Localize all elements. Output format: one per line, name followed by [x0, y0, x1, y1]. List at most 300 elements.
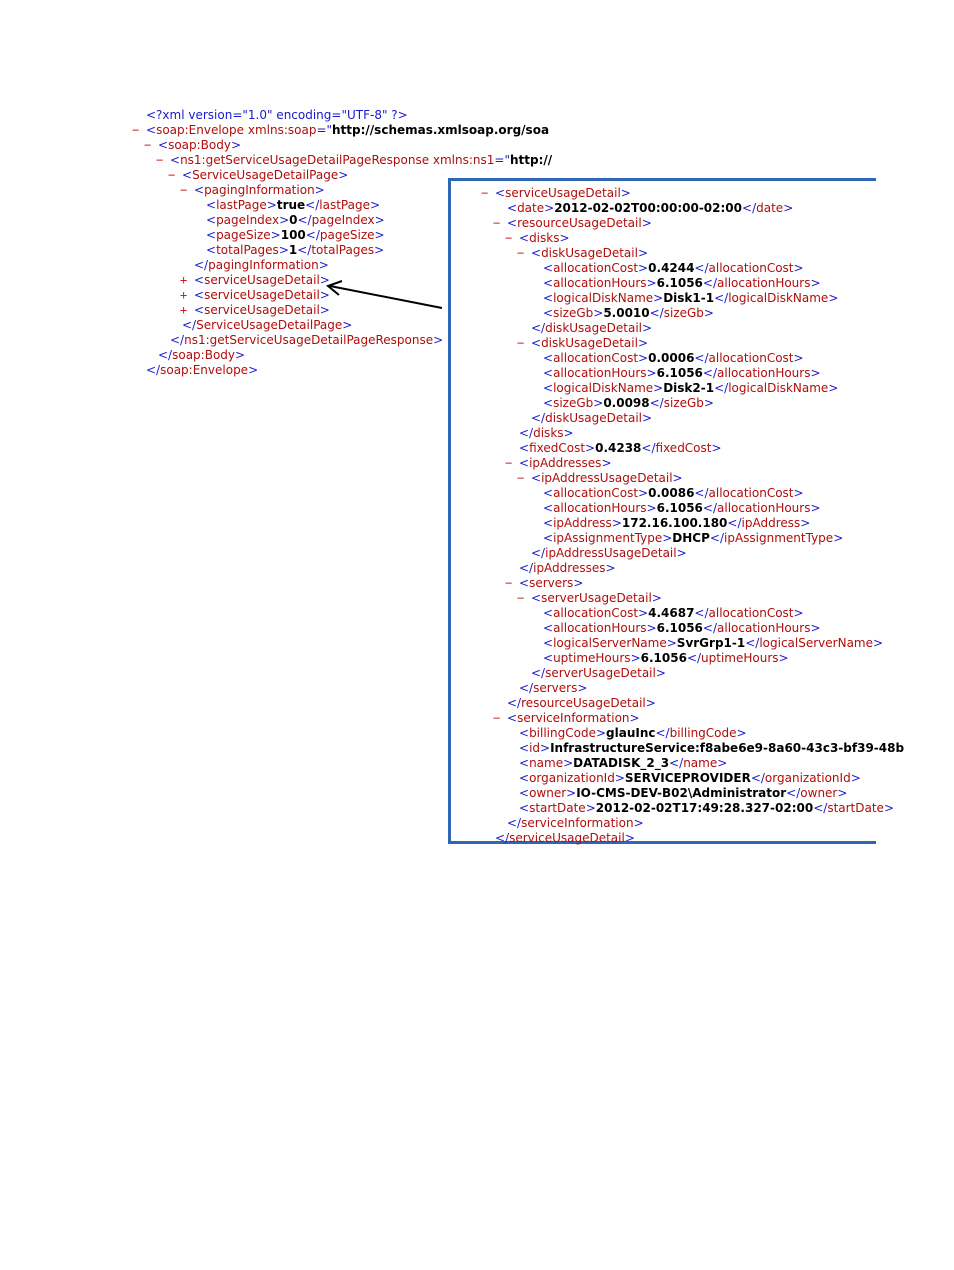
xml-value: glauInc	[606, 726, 656, 740]
xml-tag-name: date	[517, 201, 545, 215]
xml-punctuation: </	[694, 261, 709, 275]
xml-tag-name: ServiceUsageDetailPage	[192, 168, 339, 182]
xml-punctuation: </	[745, 636, 760, 650]
xml-line	[483, 696, 876, 711]
xml-punctuation: <	[194, 273, 205, 287]
xml-tag-name: organizationId	[764, 771, 851, 785]
xml-line	[483, 246, 876, 261]
xml-punctuation: >	[655, 666, 666, 680]
xml-punctuation: >	[319, 303, 330, 317]
xml-punctuation: <	[507, 711, 518, 725]
xml-punctuation: <	[206, 213, 217, 227]
xml-tag-name: resourceUsageDetail	[517, 216, 642, 230]
xml-punctuation: >	[651, 591, 662, 605]
xml-punctuation: </	[158, 348, 173, 362]
xml-value: 6.1056	[656, 501, 703, 515]
xml-punctuation: </	[686, 651, 702, 665]
xml-punctuation: >	[563, 426, 574, 440]
xml-punctuation: </	[714, 291, 729, 305]
xml-tag-name: sizeGb	[663, 396, 704, 410]
xml-line	[483, 336, 876, 351]
xml-tag-name: ServiceUsageDetailPage	[196, 318, 343, 332]
xml-punctuation: >	[646, 501, 657, 515]
collapse-toggle[interactable]: −	[505, 456, 513, 470]
xml-value: true	[276, 198, 306, 212]
xml-line	[483, 501, 876, 516]
xml-tag-name: pageSize	[319, 228, 375, 242]
xml-line	[128, 108, 548, 123]
xml-tag-name: uptimeHours	[553, 651, 631, 665]
xml-punctuation: >	[810, 366, 821, 380]
xml-tag-name: allocationHours	[717, 621, 811, 635]
xml-punctuation: </	[750, 771, 765, 785]
xml-punctuation: <	[206, 228, 217, 242]
xml-line	[483, 786, 876, 801]
xml-punctuation: <	[543, 351, 554, 365]
collapse-toggle[interactable]: −	[180, 183, 188, 197]
collapse-toggle[interactable]: −	[156, 153, 164, 167]
xml-tag-name: fixedCost	[655, 441, 712, 455]
xml-tag-name: serviceUsageDetail	[204, 273, 320, 287]
xml-value: 0.4244	[648, 261, 695, 275]
xml-value: 6.1056	[656, 621, 703, 635]
xml-tag-name: id	[529, 741, 541, 755]
xml-tag-name: organizationId	[529, 771, 615, 785]
xml-tag-name: billingCode	[669, 726, 737, 740]
xml-tag-name: diskUsageDetail	[545, 321, 642, 335]
collapse-toggle[interactable]: −	[493, 216, 501, 230]
xml-punctuation: </	[742, 201, 757, 215]
xml-punctuation: >	[646, 276, 657, 290]
xml-punctuation: >	[641, 216, 652, 230]
xml-tag-name: sizeGb	[663, 306, 704, 320]
xml-tag-name: servers	[533, 681, 578, 695]
xml-value: http://	[510, 153, 553, 167]
xml-punctuation: >	[638, 606, 649, 620]
xml-tag-name: allocationCost	[708, 351, 794, 365]
xml-punctuation: </	[519, 561, 534, 575]
xml-punctuation: >	[646, 621, 657, 635]
xml-punctuation: </	[649, 396, 664, 410]
xml-value: 100	[280, 228, 306, 242]
xml-tag-name: ipAddressUsageDetail	[541, 471, 673, 485]
xml-punctuation: >	[629, 711, 640, 725]
xml-punctuation: <	[543, 621, 554, 635]
xml-line	[483, 381, 876, 396]
xml-punctuation: >	[793, 261, 804, 275]
xml-punctuation: >	[638, 261, 649, 275]
xml-line	[483, 636, 884, 651]
collapse-toggle[interactable]: −	[517, 336, 525, 350]
xml-value: DHCP	[672, 531, 710, 545]
xml-punctuation: >	[646, 366, 657, 380]
xml-punctuation: >	[585, 441, 596, 455]
xml-tag-name: disks	[529, 231, 560, 245]
xml-punctuation: </	[709, 531, 725, 545]
xml-line	[483, 831, 876, 846]
xml-punctuation: >	[810, 276, 821, 290]
xml-punctuation: >	[314, 183, 325, 197]
xml-tag-name: ipAssignmentType	[553, 531, 663, 545]
xml-tag-name: lastPage	[216, 198, 267, 212]
xml-punctuation: >	[736, 726, 747, 740]
xml-punctuation: >	[828, 291, 839, 305]
xml-punctuation: </	[146, 363, 161, 377]
xml-punctuation: <	[543, 366, 554, 380]
xml-value: 2012-02-02T17:49:28.327-02:00	[595, 801, 814, 815]
xml-tag-name: allocationCost	[553, 606, 639, 620]
xml-punctuation: ="	[316, 123, 333, 137]
xml-line	[483, 531, 876, 546]
xml-punctuation: </	[519, 681, 534, 695]
xml-tag-name: soap:Envelope	[160, 363, 249, 377]
xml-tag-name: allocationHours	[553, 501, 647, 515]
xml-line	[483, 261, 876, 276]
xml-tag-name: startDate	[529, 801, 586, 815]
xml-punctuation: </	[297, 243, 312, 257]
xml-punctuation: </	[714, 381, 729, 395]
xml-punctuation: </	[813, 801, 828, 815]
xml-punctuation: >	[638, 351, 649, 365]
xml-line	[483, 186, 876, 201]
xml-tag-name: logicalDiskName	[728, 291, 829, 305]
xml-punctuation: >	[850, 771, 861, 785]
collapse-toggle[interactable]: −	[517, 591, 525, 605]
xml-punctuation: <	[543, 606, 554, 620]
xml-tag-name: xmlns:ns1	[429, 153, 495, 167]
xml-punctuation: >	[638, 486, 649, 500]
xml-punctuation: >	[833, 531, 844, 545]
xml-tag-name: allocationHours	[717, 366, 811, 380]
xml-punctuation: </	[786, 786, 801, 800]
xml-line	[483, 756, 876, 771]
xml-punctuation: <?xml version="1.0" encoding="UTF-8" ?>	[146, 108, 408, 122]
xml-punctuation: >	[624, 831, 635, 845]
xml-line	[483, 561, 876, 576]
xml-tag-name: logicalDiskName	[728, 381, 829, 395]
xml-punctuation: >	[630, 651, 641, 665]
xml-punctuation: <	[507, 216, 518, 230]
xml-tag-name: serverUsageDetail	[541, 591, 652, 605]
xml-punctuation: >	[544, 201, 555, 215]
xml-punctuation: >	[642, 321, 653, 335]
collapse-toggle[interactable]: −	[493, 711, 501, 725]
collapse-toggle[interactable]: −	[168, 168, 176, 182]
xml-punctuation: >	[676, 546, 687, 560]
xml-punctuation: <	[182, 168, 193, 182]
xml-punctuation: <	[543, 651, 554, 665]
xml-line	[483, 471, 876, 486]
xml-punctuation: >	[374, 243, 385, 257]
xml-tag-name: logicalServerName	[759, 636, 873, 650]
xml-tag-name: serviceUsageDetail	[509, 831, 625, 845]
xml-punctuation: >	[810, 621, 821, 635]
xml-punctuation: <	[519, 576, 530, 590]
xml-punctuation: <	[495, 186, 506, 200]
xml-punctuation: <	[543, 291, 554, 305]
xml-punctuation: </	[641, 441, 656, 455]
xml-punctuation: >	[369, 198, 381, 212]
xml-line	[483, 591, 876, 606]
xml-tag-name: pageSize	[216, 228, 271, 242]
xml-value: 0.4238	[595, 441, 642, 455]
xml-punctuation: </	[531, 321, 546, 335]
xml-punctuation: >	[577, 681, 588, 695]
xml-tag-name: billingCode	[529, 726, 596, 740]
xml-tag-name: totalPages	[216, 243, 279, 257]
xml-tag-name: owner	[529, 786, 567, 800]
xml-punctuation: >	[611, 516, 622, 530]
xml-value: http://schemas.xmlsoap.org/soa	[332, 123, 550, 137]
xml-punctuation: >	[637, 336, 649, 350]
xml-tag-name: allocationHours	[553, 366, 647, 380]
xml-punctuation: >	[711, 441, 722, 455]
xml-line	[483, 231, 876, 246]
xml-punctuation: </	[702, 621, 718, 635]
xml-punctuation: >	[278, 243, 289, 257]
xml-punctuation: >	[593, 396, 604, 410]
xml-punctuation: >	[266, 198, 277, 212]
xml-punctuation: </	[305, 198, 320, 212]
xml-tag-name: ipAddressUsageDetail	[545, 546, 677, 560]
xml-punctuation: >	[828, 381, 839, 395]
xml-punctuation: >	[342, 318, 353, 332]
xml-value: 6.1056	[656, 276, 703, 290]
xml-tag-name: totalPages	[311, 243, 375, 257]
xml-punctuation: <	[531, 246, 542, 260]
xml-punctuation: >	[318, 258, 329, 272]
xml-punctuation: >	[433, 333, 444, 347]
xml-line	[128, 123, 548, 138]
xml-punctuation: >	[666, 636, 677, 650]
xml-tag-name: xmlns:soap	[244, 123, 317, 137]
xml-tag-name: allocationHours	[553, 276, 647, 290]
xml-tag-name: ipAddress	[553, 516, 612, 530]
xml-punctuation: <	[194, 183, 205, 197]
xml-punctuation: <	[158, 138, 169, 152]
xml-punctuation: </	[531, 546, 546, 560]
xml-tag-name: logicalServerName	[553, 636, 667, 650]
xml-tag-name: ipAddresses	[529, 456, 602, 470]
xml-value: 1	[288, 243, 298, 257]
xml-tag-name: allocationCost	[708, 486, 794, 500]
xml-tag-name: pagingInformation	[204, 183, 315, 197]
collapse-toggle[interactable]: −	[517, 471, 525, 485]
xml-punctuation: >	[810, 501, 821, 515]
xml-punctuation: </	[531, 666, 546, 680]
xml-punctuation: <	[531, 336, 542, 350]
collapse-toggle[interactable]: −	[144, 138, 152, 152]
xml-tag-name: disks	[533, 426, 564, 440]
xml-punctuation: <	[519, 726, 530, 740]
service-usage-detail-panel	[448, 178, 905, 845]
xml-punctuation: >	[614, 771, 625, 785]
xml-punctuation: </	[519, 426, 534, 440]
xml-value: 0.0086	[648, 486, 695, 500]
xml-punctuation: >	[563, 756, 574, 770]
xml-line	[128, 153, 553, 168]
xml-tag-name: ns1:getServiceUsageDetailPageResponse	[180, 153, 430, 167]
xml-punctuation: </	[669, 756, 684, 770]
xml-line	[483, 726, 876, 741]
xml-line	[483, 741, 905, 756]
xml-value: 0.0006	[648, 351, 695, 365]
xml-punctuation: >	[793, 606, 804, 620]
xml-punctuation: </	[702, 276, 718, 290]
xml-punctuation: <	[519, 441, 530, 455]
xml-punctuation: >	[717, 756, 728, 770]
xml-tag-name: ipAssignmentType	[724, 531, 834, 545]
xml-punctuation: >	[637, 246, 649, 260]
xml-punctuation: >	[642, 411, 653, 425]
xml-punctuation: <	[206, 243, 217, 257]
xml-punctuation: >	[319, 273, 330, 287]
xml-tag-name: serviceUsageDetail	[505, 186, 621, 200]
collapse-toggle[interactable]: −	[132, 123, 140, 137]
xml-punctuation: ="	[494, 153, 510, 167]
xml-tag-name: lastPage	[319, 198, 370, 212]
xml-punctuation: <	[543, 381, 554, 395]
xml-line	[483, 816, 876, 831]
xml-line	[483, 291, 876, 306]
xml-line	[483, 216, 876, 231]
xml-punctuation: >	[585, 801, 596, 815]
xml-line	[483, 621, 876, 636]
xml-tag-name: serviceInformation	[517, 711, 630, 725]
xml-tag-name: serverUsageDetail	[545, 666, 656, 680]
xml-punctuation: >	[235, 348, 246, 362]
xml-punctuation: >	[793, 351, 804, 365]
xml-line	[483, 456, 876, 471]
xml-punctuation: </	[507, 816, 522, 830]
xml-punctuation: >	[605, 561, 616, 575]
xml-punctuation: </	[182, 318, 197, 332]
xml-punctuation: <	[543, 306, 554, 320]
xml-line	[483, 396, 876, 411]
xml-line	[483, 801, 895, 816]
xml-line	[483, 351, 876, 366]
xml-value: 0	[289, 213, 298, 227]
xml-punctuation: <	[206, 198, 217, 212]
expand-toggle[interactable]: +	[180, 303, 188, 317]
xml-line	[483, 771, 876, 786]
xml-punctuation: >	[279, 213, 290, 227]
xml-value: SvrGrp1-1	[676, 636, 746, 650]
xml-punctuation: </	[170, 333, 185, 347]
xml-punctuation: >	[270, 228, 281, 242]
xml-line	[483, 486, 876, 501]
xml-punctuation: >	[703, 306, 714, 320]
xml-punctuation: >	[883, 801, 895, 815]
xml-tag-name: soap:Envelope	[156, 123, 245, 137]
xml-punctuation: <	[519, 456, 530, 470]
xml-line	[483, 666, 876, 681]
xml-punctuation: </	[495, 831, 510, 845]
xml-punctuation: <	[146, 123, 157, 137]
xml-punctuation: <	[543, 501, 554, 515]
xml-value: 2012-02-02T00:00:00-02:00	[554, 201, 743, 215]
expand-toggle[interactable]: +	[180, 288, 188, 302]
xml-punctuation: >	[601, 456, 612, 470]
xml-punctuation: </	[531, 411, 546, 425]
xml-tag-name: allocationCost	[553, 261, 639, 275]
xml-tag-name: owner	[800, 786, 838, 800]
arrow-icon	[320, 276, 450, 316]
xml-punctuation: >	[778, 651, 789, 665]
xml-value: Disk2-1	[663, 381, 715, 395]
xml-tag-name: name	[529, 756, 564, 770]
collapse-toggle[interactable]: −	[505, 576, 513, 590]
xml-tag-name: servers	[529, 576, 574, 590]
xml-line	[483, 201, 876, 216]
xml-line	[483, 426, 876, 441]
xml-tag-name: diskUsageDetail	[545, 411, 642, 425]
xml-punctuation: >	[645, 696, 656, 710]
xml-punctuation: >	[620, 186, 631, 200]
collapse-toggle[interactable]: −	[517, 246, 525, 260]
xml-punctuation: <	[543, 486, 554, 500]
xml-punctuation: </	[727, 516, 742, 530]
xml-punctuation: >	[566, 786, 577, 800]
xml-tag-name: allocationHours	[553, 621, 647, 635]
xml-punctuation: </	[694, 606, 709, 620]
xml-punctuation: <	[543, 261, 554, 275]
xml-tag-name: date	[756, 201, 784, 215]
xml-line	[483, 711, 876, 726]
xml-tag-name: pagingInformation	[208, 258, 319, 272]
xml-punctuation: </	[194, 258, 209, 272]
xml-value: Disk1-1	[663, 291, 715, 305]
xml-punctuation: <	[519, 756, 530, 770]
xml-punctuation: >	[248, 363, 259, 377]
collapse-toggle[interactable]: −	[481, 186, 489, 200]
xml-punctuation: >	[662, 531, 673, 545]
xml-punctuation: >	[800, 516, 811, 530]
xml-line	[483, 306, 876, 321]
expand-toggle[interactable]: +	[180, 273, 188, 287]
xml-punctuation: >	[793, 486, 804, 500]
xml-punctuation: >	[653, 291, 664, 305]
xml-line	[128, 138, 548, 153]
xml-punctuation: </	[297, 213, 312, 227]
xml-tag-name: uptimeHours	[701, 651, 779, 665]
xml-punctuation: >	[703, 396, 714, 410]
xml-tag-name: allocationHours	[717, 276, 811, 290]
xml-line	[483, 516, 876, 531]
xml-punctuation: <	[519, 801, 530, 815]
collapse-toggle[interactable]: −	[505, 231, 513, 245]
xml-punctuation: </	[655, 726, 670, 740]
xml-punctuation: </	[305, 228, 320, 242]
xml-punctuation: </	[694, 486, 709, 500]
xml-tag-name: startDate	[827, 801, 884, 815]
xml-punctuation: >	[672, 471, 683, 485]
xml-line	[483, 576, 876, 591]
xml-value: 4.4687	[648, 606, 695, 620]
xml-line	[483, 366, 876, 381]
service-usage-detail-xml-tree	[481, 186, 905, 846]
xml-tag-name: allocationCost	[708, 261, 794, 275]
xml-punctuation: <	[543, 531, 554, 545]
xml-punctuation: <	[543, 276, 554, 290]
xml-tag-name: pageIndex	[311, 213, 375, 227]
xml-punctuation: >	[633, 816, 644, 830]
xml-value: DATADISK_2_3	[573, 756, 670, 770]
xml-tag-name: diskUsageDetail	[541, 246, 638, 260]
xml-punctuation: >	[338, 168, 349, 182]
xml-punctuation: <	[531, 471, 542, 485]
xml-punctuation: >	[559, 231, 570, 245]
